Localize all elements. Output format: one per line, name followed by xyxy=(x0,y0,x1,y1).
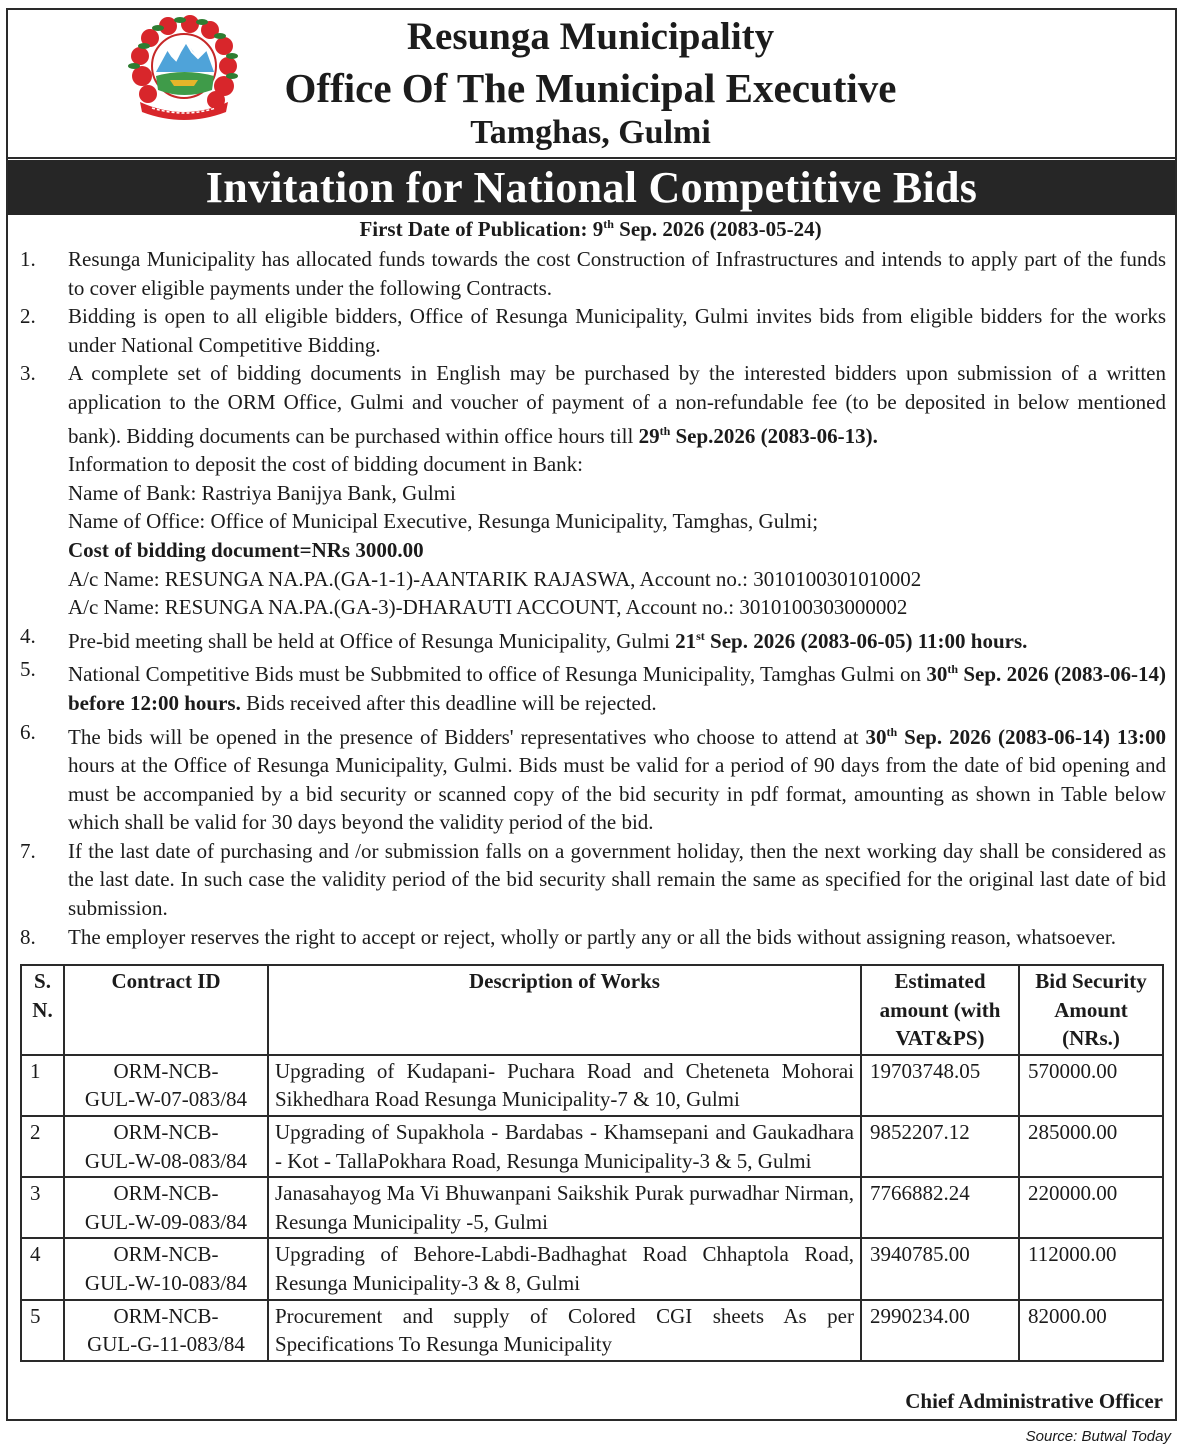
row-bid-security: 285000.00 xyxy=(1019,1116,1163,1177)
account-2: A/c Name: RESUNGA NA.PA.(GA-3)-DHARAUTI ACCOUNT, Account no.: 3010100303000002 xyxy=(68,595,908,620)
header-amount-line: amount (with xyxy=(879,997,1001,1022)
publication-date-suffix: th xyxy=(603,217,614,231)
submission-suffix: th xyxy=(947,662,958,677)
row-sn: 3 xyxy=(21,1177,64,1238)
header-security-line: Amount xyxy=(1054,997,1128,1022)
clause-list xyxy=(20,245,1166,951)
municipality-name: Resunga Municipality xyxy=(406,15,775,58)
clause-text: Bidding is open to all eligible bidders, Office of Resunga Municipality, Gulmi invites bids from eligible bidders for the works under National Competitive Bidding. xyxy=(68,304,1166,357)
header-amount-line: VAT&PS) xyxy=(895,1026,985,1051)
header-sn xyxy=(21,965,64,1055)
clause-3-body: A complete set of bidding documents in English may be purchased by the interested bidders upon submission of a written application to the ORM Office, Gulmi and voucher of payment of a non-refundable fee (to be deposited in below mentioned bank). Bidding documents can be purchased within office hours till xyxy=(68,361,1166,448)
clause-6 xyxy=(20,718,1166,837)
row-estimated-amount: 9852207.12 xyxy=(861,1116,1019,1177)
header-contract-id: Contract ID xyxy=(64,965,268,1055)
clause-1 xyxy=(20,245,1166,302)
clause-6-tail: hours at the Office of Resunga Municipality, Gulmi. Bids must be valid for a period of 90 days from the date of bid opening and must be accompanied by a bid security or scanned copy of the bid security in pdf format, amounting as shown in Table below which shall be valid for 30 days beyond the validity period of the bid. xyxy=(68,753,1166,835)
publication-date-rest: Sep. 2026 (2083-05-24) xyxy=(613,217,822,241)
contract-id-part: ORM-NCB- xyxy=(113,1058,219,1083)
publication-date-label: First Date of Publication: 9 xyxy=(359,217,604,241)
table-row xyxy=(21,1238,1163,1299)
clause-7 xyxy=(20,837,1166,923)
clause-number: 8. xyxy=(20,924,36,949)
row-description: Upgrading of Kudapani- Puchara Road and Cheteneta Mohorai Sikhedhara Road Resunga Municipality-7 & 10, Gulmi xyxy=(268,1055,861,1116)
table-row xyxy=(21,1177,1163,1238)
clause-6-body: The bids will be opened in the presence of Bidders' representatives who choose to attend at xyxy=(68,724,866,749)
row-estimated-amount: 2990234.00 xyxy=(861,1300,1019,1361)
bank-info-heading: Information to deposit the cost of bidding document in Bank: xyxy=(68,452,584,477)
signatory-title: Chief Administrative Officer xyxy=(905,1389,1163,1413)
contract-id-part: GUL-W-08-083/84 xyxy=(84,1148,248,1173)
opening-date xyxy=(866,725,1166,749)
header-bid-security xyxy=(1019,965,1163,1055)
row-description: Janasahayog Ma Vi Bhuwanpani Saikshik Purak purwadhar Nirman, Resunga Municipality -5, Gulmi xyxy=(268,1177,861,1238)
contracts-table xyxy=(20,964,1164,1362)
header-amount-line: Estimated xyxy=(894,969,986,993)
purchase-deadline-rest: Sep.2026 (2083-06-13). xyxy=(670,423,878,448)
clause-text xyxy=(68,655,1166,717)
opening-day: 30 xyxy=(865,724,887,749)
submission-rest: Sep. 2026 (2083-06-14) before 12:00 hours. xyxy=(68,662,1166,715)
clause-text xyxy=(68,622,1166,656)
row-contract-id xyxy=(64,1055,268,1116)
header-divider xyxy=(6,157,1177,159)
clause-number: 4. xyxy=(20,623,36,648)
header-sn-line: N. xyxy=(32,997,53,1022)
contract-id-part: ORM-NCB- xyxy=(113,1303,219,1328)
opening-rest: Sep. 2026 (2083-06-14) 13:00 xyxy=(897,724,1166,749)
clause-number: 6. xyxy=(20,719,36,744)
row-description: Upgrading of Supakhola - Bardabas - Khamsepani and Gaukadhara - Kot - TallaPokhara Road, Resunga Municipality-3 & 5, Gulmi xyxy=(268,1116,861,1177)
bid-document-cost: Cost of bidding document=NRs 3000.00 xyxy=(68,537,424,562)
clause-number: 3. xyxy=(20,361,36,386)
contract-id-part: GUL-W-07-083/84 xyxy=(84,1087,248,1112)
header-sn-line: S. xyxy=(34,969,51,993)
contract-id-part: ORM-NCB- xyxy=(113,1181,219,1206)
row-bid-security: 112000.00 xyxy=(1019,1238,1163,1299)
row-description: Upgrading of Behore-Labdi-Badhaghat Road Chhaptola Road, Resunga Municipality-3 & 8, Gulmi xyxy=(268,1238,861,1299)
contract-id-part: GUL-W-10-083/84 xyxy=(84,1270,248,1295)
row-contract-id xyxy=(64,1116,268,1177)
prebid-day: 21 xyxy=(675,628,697,653)
clause-8 xyxy=(20,923,1166,952)
row-estimated-amount: 3940785.00 xyxy=(861,1238,1019,1299)
clause-text xyxy=(68,718,1166,837)
row-contract-id xyxy=(64,1177,268,1238)
row-estimated-amount: 19703748.05 xyxy=(861,1055,1019,1116)
clause-number: 1. xyxy=(20,247,36,271)
purchase-deadline-suffix: th xyxy=(659,423,671,438)
row-bid-security: 82000.00 xyxy=(1019,1300,1163,1361)
notice-title-banner: Invitation for National Competitive Bids xyxy=(8,160,1175,215)
office-location: Tamghas, Gulmi xyxy=(470,114,711,151)
prebid-rest: Sep. 2026 (2083-06-05) 11:00 hours. xyxy=(704,628,1028,653)
row-estimated-amount: 7766882.24 xyxy=(861,1177,1019,1238)
clause-text xyxy=(68,359,1166,450)
prebid-date xyxy=(675,629,1027,653)
row-bid-security: 570000.00 xyxy=(1019,1055,1163,1116)
clause-text: The employer reserves the right to accept or reject, wholly or partly any or all the bids without assigning reason, whatsoever. xyxy=(68,924,1116,949)
header-estimated-amount xyxy=(861,965,1019,1055)
clause-number: 5. xyxy=(20,657,36,682)
row-contract-id xyxy=(64,1238,268,1299)
prebid-suffix: st xyxy=(696,628,705,643)
submission-day: 30 xyxy=(926,662,948,687)
row-sn: 4 xyxy=(21,1238,64,1299)
clause-4-body: Pre-bid meeting shall be held at Office of Resunga Municipality, Gulmi xyxy=(68,628,676,653)
purchase-deadline-day: 29 xyxy=(638,423,660,448)
contract-id-part: GUL-W-09-083/84 xyxy=(84,1209,248,1234)
office-name-line: Name of Office: Office of Municipal Executive, Resunga Municipality, Tamghas, Gulmi; xyxy=(68,509,819,534)
clause-3 xyxy=(20,359,1166,621)
row-bid-security: 220000.00 xyxy=(1019,1177,1163,1238)
purchase-deadline xyxy=(639,424,878,448)
table-row xyxy=(21,1300,1163,1361)
clause-text: Resunga Municipality has allocated funds towards the cost Construction of Infrastructures and intends to apply part of the funds to cover eligible payments under the following Contracts. xyxy=(68,247,1166,300)
table-row xyxy=(21,1055,1163,1116)
row-sn: 1 xyxy=(21,1055,64,1116)
publication-date xyxy=(0,217,1181,242)
clause-text: If the last date of purchasing and /or submission falls on a government holiday, then the next working day shall be considered as the last date. In such case the validity period of the bid security shall remain the same as specified for the original last date of bid submission. xyxy=(68,838,1166,921)
row-description: Procurement and supply of Colored CGI sheets As per Specifications To Resunga Municipality xyxy=(268,1300,861,1361)
header-security-line: (NRs.) xyxy=(1062,1026,1120,1051)
row-sn: 5 xyxy=(21,1300,64,1361)
header-security-line: Bid Security xyxy=(1035,969,1147,993)
header-description: Description of Works xyxy=(268,965,861,1055)
clause-4 xyxy=(20,622,1166,656)
clause-5 xyxy=(20,655,1166,717)
contract-id-part: ORM-NCB- xyxy=(113,1242,219,1267)
clause-5-tail: Bids received after this deadline will be rejected. xyxy=(240,690,657,715)
clause-number: 7. xyxy=(20,838,36,863)
contract-id-part: ORM-NCB- xyxy=(113,1119,219,1144)
row-contract-id xyxy=(64,1300,268,1361)
clause-2 xyxy=(20,302,1166,359)
table-header-row xyxy=(21,965,1163,1055)
contract-id-part: GUL-G-11-083/84 xyxy=(87,1332,245,1357)
row-sn: 2 xyxy=(21,1116,64,1177)
office-name: Office Of The Municipal Executive xyxy=(284,65,897,111)
clause-number: 2. xyxy=(20,304,36,329)
clause-5-body: National Competitive Bids must be Subbmited to office of Resunga Municipality, Tamghas Gulmi on xyxy=(68,662,927,687)
table-row xyxy=(21,1116,1163,1177)
account-1: A/c Name: RESUNGA NA.PA.(GA-1-1)-AANTARIK RAJASWA, Account no.: 3010100301010002 xyxy=(68,566,922,591)
bank-name: Name of Bank: Rastriya Banijya Bank, Gulmi xyxy=(68,480,456,505)
source-credit: Source: Butwal Today xyxy=(1025,1428,1171,1445)
opening-suffix: th xyxy=(886,724,898,739)
